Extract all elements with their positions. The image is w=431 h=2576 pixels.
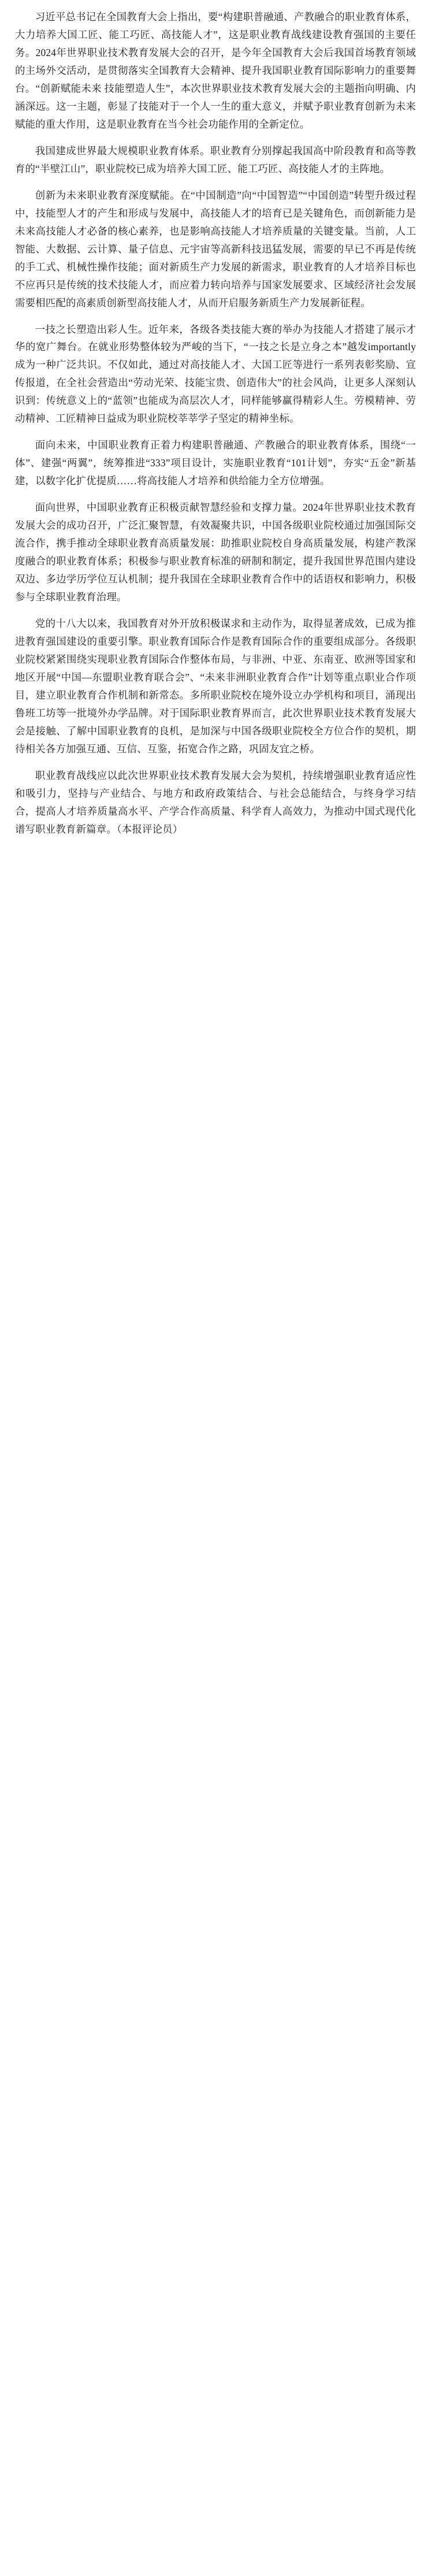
article-paragraph: 创新为未来职业教育深度赋能。在“中国制造”向“中国智造”“中国创造”转型升级过程中，技能型人才的产生和形成与发展中，高技能人才的培育已是关键角色，而创新能力是未来高技能人才必备的核心素养，也是影响高技能人才培养质量的关键变量。当前，人工智能、大数据、云计算、量子信息、元宇宙等高新科技迅猛发展，需要的早已不再是传统的手工式、机械性操作技能；面对新质生产力发展的新需求，职业教育的人才培养目标也不应再只是传统的技术技能人才，而应着力转向培养与国家发展要求、区域经济社会发展需要相匹配的高素质创新型高技能人才，从而开启服务新质生产力发展新征程。 (15, 189, 416, 309)
article-body (15, 8, 416, 838)
article-paragraph: 职业教育战线应以此次世界职业技术教育发展大会为契机，持续增强职业教育适应性和吸引力，坚持与产业结合、与地方和政府政策结合、与社会总能结合，与终身学习结合，提高人才培养质量高水平、产学合作高质量、科学育人高效力，为推动中国式现代化谱写职业教育新篇章。（本报评论员） (15, 769, 416, 835)
document-page (0, 0, 431, 856)
article-paragraph: 习近平总书记在全国教育大会上指出，要“构建职普融通、产教融合的职业教育体系，大力培养大国工匠、能工巧匠、高技能人才”，这是职业教育战线建设教育强国的主要任务。2024年世界职业技术教育发展大会的召开，是今年全国教育大会后我国首场教育领域的主场外交活动，是贯彻落实全国教育大会精神、提升我国职业教育国际影响力的重要舞台。“创新赋能未来 技能塑造人生”，本次世界职业技术教育发展大会的主题指向明确、内涵深远。这一主题，彰显了技能对于一个人一生的重大意义，并赋予职业教育创新为未来赋能的重大作用，这是职业教育在当今社会功能作用的全新定位。 (15, 11, 416, 130)
article-paragraph: 一技之长塑造出彩人生。近年来，各级各类技能大赛的举办为技能人才搭建了展示才华的宽广舞台。在就业形势整体较为严峻的当下，“一技之长是立身之本”越发importantly成为一种广泛共识。不仅如此，通过对高技能人才、大国工匠等进行一系列表彰奖励、宣传报道，在全社会营造出“劳动光荣、技能宝贵、创造伟大”的社会风尚，让更多人深刻认识到：传统意义上的“蓝领”也能成为高层次人才，同样能够赢得精彩人生。劳模精神、劳动精神、工匠精神日益成为职业院校莘莘学子坚定的精神坐标。 (15, 323, 416, 425)
article-paragraph: 党的十八大以来，我国教育对外开放积极谋求和主动作为，取得显著成效，已成为推进教育强国建设的重要引擎。职业教育国际合作是教育国际合作的重要组成部分。各级职业院校紧紧围绕实现职业教育国际合作整体布局，与非洲、中亚、东南亚、欧洲等国家和地区开展“中国—东盟职业教育联合会”、“未来非洲职业教育合作”计划等重点职业合作项目，建立职业教育合作机制和新常态。多所职业院校在境外设立办学机构和项目，涌现出鲁班工坊等一批境外办学品牌。对于国际职业教育界而言，此次世界职业技术教育发展大会是接触、了解中国职业教育的良机，是加深与中国各级职业院校全方位合作的契机，期待相关各方加强互通、互信、互鉴，拓宽合作之路，巩固友宜之桥。 (15, 618, 416, 755)
article-paragraph: 面向未来，中国职业教育正着力构建职普融通、产教融合的职业教育体系，围绕“一体”、建强“两翼”，统筹推进“333”项目设计，实施职业教育“101计划”，夯实“五金”新基建，以数字化扩优提质……将高技能人才培养和供给能力全方位增强。 (15, 439, 416, 487)
article-paragraph: 我国建成世界最大规模职业教育体系。职业教育分别撑起我国高中阶段教育和高等教育的“半壁江山”，职业院校已成为培养大国工匠、能工巧匠、高技能人才的主阵地。 (15, 144, 416, 175)
article-paragraph: 面向世界，中国职业教育正积极贡献智慧经验和支撑力量。2024年世界职业技术教育发展大会的成功召开，广泛汇聚智慧，有效凝聚共识，中国各级职业院校通过加强国际交流合作，携手推动全球职业教育高质量发展：助推职业院校自身高质量发展，构建产教深度融合的职业教育体系；积极参与职业教育标准的研制和制定，提升我国世界范围内建设双边、多边学历学位互认机制；提升我国在全球职业教育合作中的话语权和影响力，积极参与全球职业教育治理。 (15, 502, 416, 603)
